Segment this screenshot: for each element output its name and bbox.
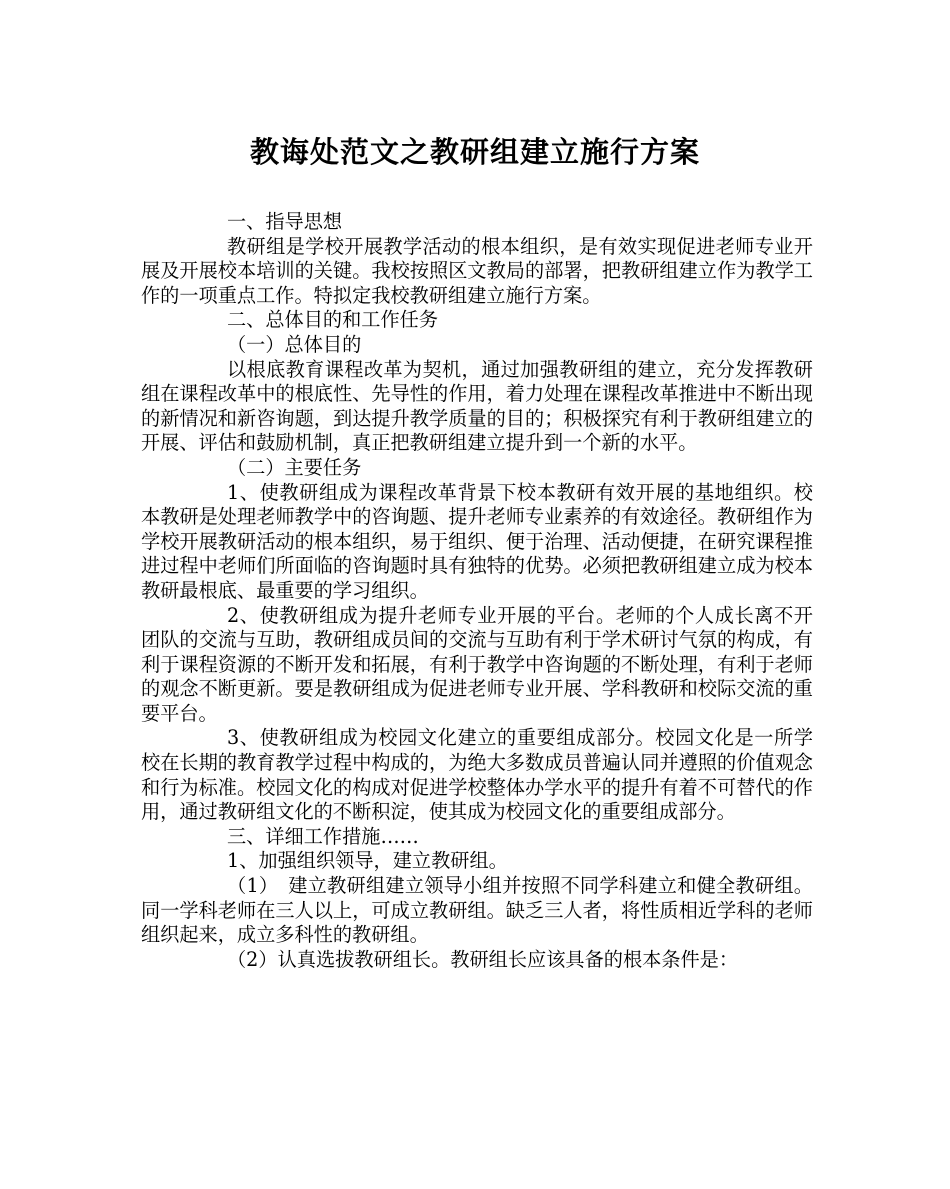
section-heading-guiding-ideology: 一、指导思想 xyxy=(227,210,343,233)
sub-heading-main-tasks: （二）主要任务 xyxy=(227,455,362,479)
paragraph-overall-goal: 以根底教育课程改革为契机，通过加强教研组的建立，充分发挥教研组在课程改革中的根底性、先导性的作用，着力处理在课程改革推进中不断出现的新情况和新咨询题，到达提升教学质量的目的；积极探究有利于教研组建立的开展、评估和鼓励机制，真正把教研组建立提升到一个新的水平。 xyxy=(141,357,813,455)
paragraph-task-2: 2、使教研组成为提升老师专业开展的平台。老师的个人成长离不开团队的交流与互助，教研组成员间的交流与互助有利于学术研讨气氛的构成，有利于课程资源的不断开发和拓展，有利于教学中咨询题的不断处理，有利于老师的观念不断更新。要是教研组成为促进老师专业开展、学科教研和校际交流的重要平台。 xyxy=(141,603,813,725)
section-heading-measures: 三、详细工作措施…… xyxy=(227,824,419,848)
paragraph-task-3: 3、使教研组成为校园文化建立的重要组成部分。校园文化是一所学校在长期的教育教学过程中构成的，为绝大多数成员普遍认同并遵照的价值观念和行为标准。校园文化的构成对促进学校整体办学水平的提升有着不可替代的作用，通过教研组文化的不断积淀，使其成为校园文化的重要组成部分。 xyxy=(141,726,813,824)
paragraph-measure-2: （2）认真选拔教研组长。教研组长应该具备的根本条件是： xyxy=(227,947,739,971)
document-body xyxy=(141,210,813,972)
sub-heading-organization: 1、加强组织领导，建立教研组。 xyxy=(227,849,508,873)
section-heading-goals-tasks: 二、总体目的和工作任务 xyxy=(227,308,439,332)
paragraph-intro: 教研组是学校开展教学活动的根本组织，是有效实现促进老师专业开展及开展校本培训的关键。我校按照区文教局的部署，把教研组建立作为教学工作的一项重点工作。特拟定我校教研组建立施行方案。 xyxy=(141,234,813,307)
paragraph-task-1: 1、使教研组成为课程改革背景下校本教研有效开展的基地组织。校本教研是处理老师教学中的咨询题、提升老师专业素养的有效途径。教研组作为学校开展教研活动的根本组织，易于组织、便于治理、活动便捷，在研究课程推进过程中老师们所面临的咨询题时具有独特的优势。必须把教研组建立成为校本教研最根底、最重要的学习组织。 xyxy=(141,480,813,602)
sub-heading-overall-goal: （一）总体目的 xyxy=(227,332,362,356)
paragraph-measure-1: （1） 建立教研组建立领导小组并按照不同学科建立和健全教研组。同一学科老师在三人以上，可成立教研组。缺乏三人者，将性质相近学科的老师组织起来，成立多科性的教研组。 xyxy=(141,874,813,947)
page-title: 教诲处范文之教研组建立施行方案 xyxy=(249,135,700,169)
